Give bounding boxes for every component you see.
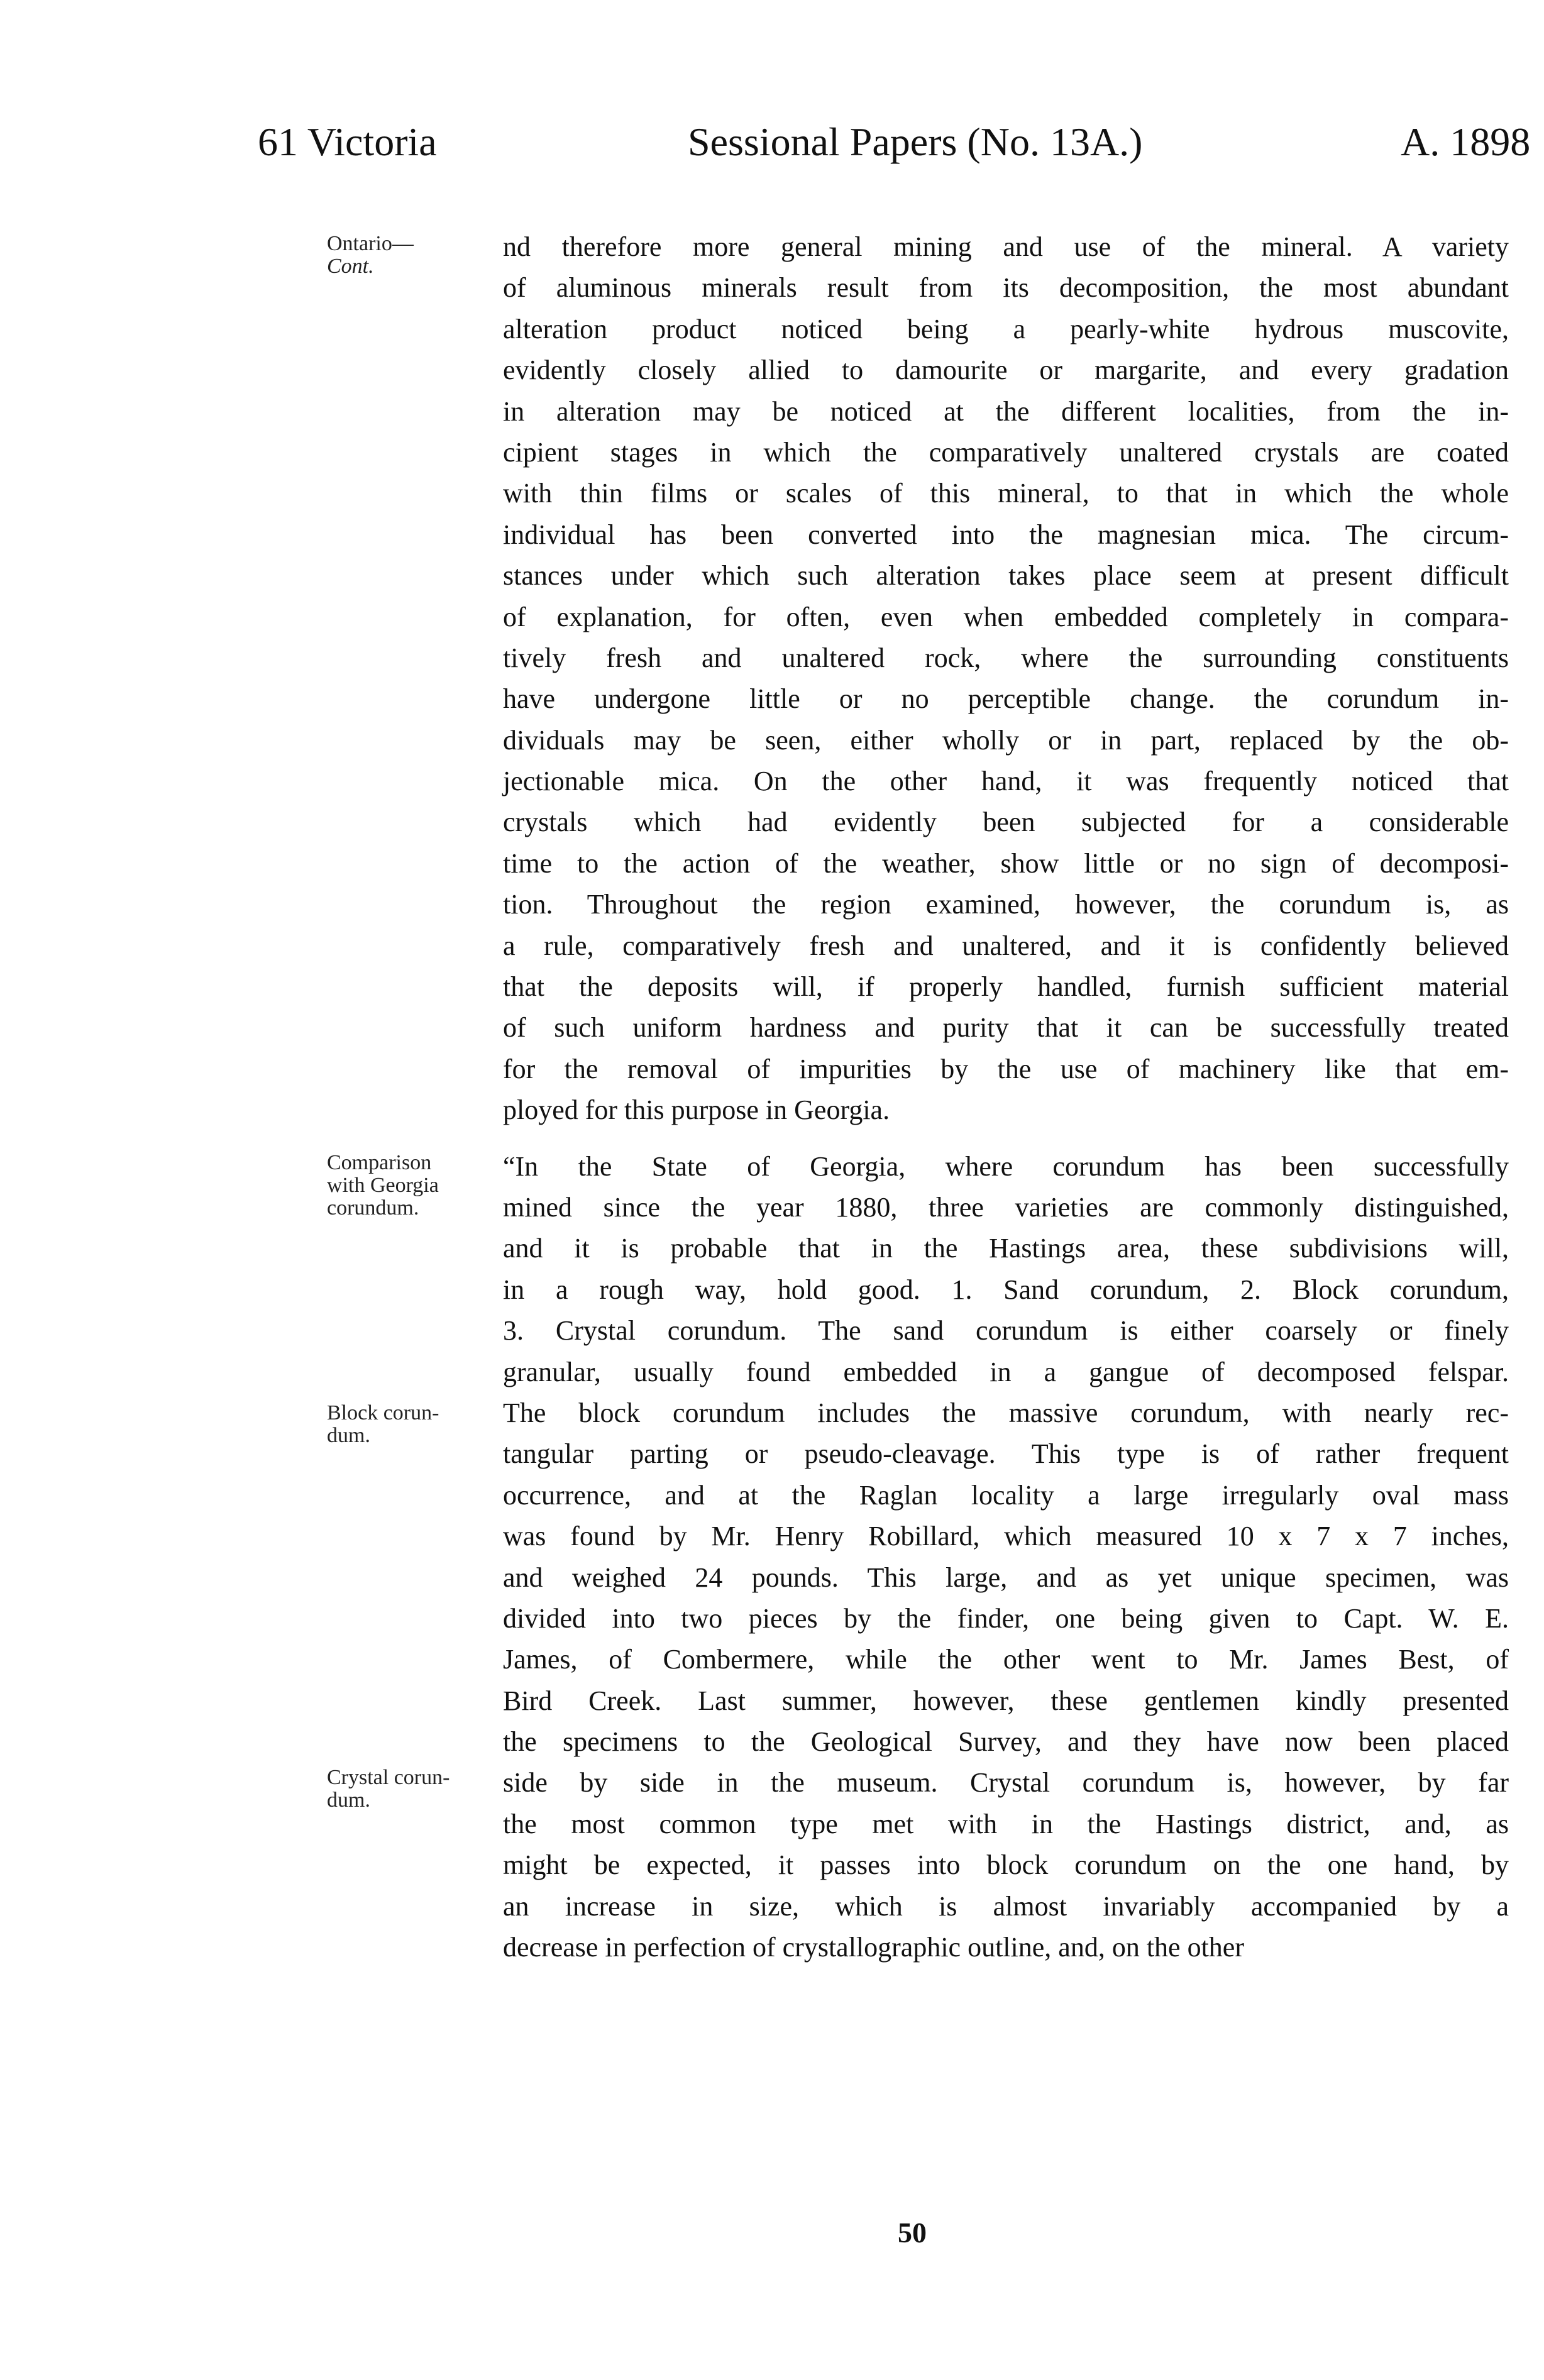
- margin-note-block-corundum: [327, 1402, 478, 1447]
- text-line: The block corundum includes the massive corundum, with nearly rec-: [503, 1397, 1509, 1428]
- text-line: occurrence, and at the Raglan locality a large irregularly oval mass: [503, 1479, 1509, 1511]
- margin-note-ontario: [327, 233, 478, 278]
- text-line: have undergone little or no perceptible change. the corundum in-: [503, 683, 1509, 715]
- margin-note-comparison: [327, 1152, 478, 1220]
- header-year: A. 1898: [1401, 119, 1531, 164]
- page-number: 50: [898, 2217, 927, 2249]
- paragraph: [503, 226, 1509, 1131]
- text-line: individual has been converted into the magnesian mica. The circum-: [503, 519, 1509, 550]
- text-line: tion. Throughout the region examined, however, the corundum is, as: [503, 889, 1509, 920]
- text-line: in alteration may be noticed at the different localities, from the in-: [503, 395, 1509, 427]
- text-line: tangular parting or pseudo-cleavage. This type is of rather frequent: [503, 1438, 1509, 1470]
- text-line: “In the State of Georgia, where corundum has been successfully: [503, 1150, 1509, 1182]
- text-line: the specimens to the Geological Survey, and they have now been placed: [503, 1726, 1509, 1758]
- text-line: nd therefore more general mining and use of the mineral. A variety: [503, 231, 1509, 262]
- text-line: for the removal of impurities by the use of machinery like that em-: [503, 1053, 1509, 1084]
- text-line: and weighed 24 pounds. This large, and as yet unique specimen, was: [503, 1562, 1509, 1593]
- text-line: of such uniform hardness and purity that it can be successfully treated: [503, 1012, 1509, 1044]
- margin-note-line: Cont.: [327, 255, 374, 278]
- margin-note-line: Block corun-: [327, 1401, 439, 1424]
- text-line: alteration product noticed being a pearly-white hydrous muscovite,: [503, 313, 1509, 344]
- text-line: the most common type met with in the Hastings district, and, as: [503, 1808, 1509, 1839]
- text-line: James, of Combermere, while the other went to Mr. James Best, of: [503, 1644, 1509, 1675]
- margin-note-crystal-corundum: [327, 1766, 478, 1812]
- text-line: stances under which such alteration takes place seem at present difficult: [503, 560, 1509, 592]
- text-line: cipient stages in which the comparatively unaltered crystals are coated: [503, 436, 1509, 468]
- text-line: was found by Mr. Henry Robillard, which measured 10 x 7 x 7 inches,: [503, 1521, 1509, 1552]
- text-line: tively fresh and unaltered rock, where the surrounding constituents: [503, 642, 1509, 673]
- text-line: of aluminous minerals result from its decomposition, the most abundant: [503, 272, 1509, 304]
- margin-note-line: Comparison: [327, 1151, 432, 1174]
- text-line: of explanation, for often, even when embedded completely in compara-: [503, 601, 1509, 632]
- paragraph: [503, 1146, 1509, 1968]
- margin-note-line: corundum.: [327, 1196, 419, 1220]
- margin-note-line: dum.: [327, 1424, 370, 1447]
- margin-note-line: Ontario—: [327, 232, 414, 255]
- header-title: Sessional Papers (No. 13A.): [688, 119, 1143, 164]
- margin-note-line: with Georgia: [327, 1174, 439, 1197]
- text-line: Bird Creek. Last summer, however, these gentlemen kindly presented: [503, 1685, 1509, 1716]
- text-line: dividuals may be seen, either wholly or in part, replaced by the ob-: [503, 724, 1509, 756]
- text-line: side by side in the museum. Crystal corundum is, however, by far: [503, 1767, 1509, 1799]
- text-line: granular, usually found embedded in a gangue of decomposed felspar.: [503, 1356, 1509, 1387]
- text-line: ployed for this purpose in Georgia.: [503, 1094, 890, 1126]
- text-line: 3. Crystal corundum. The sand corundum is either coarsely or finely: [503, 1315, 1509, 1347]
- text-line: mined since the year 1880, three varieties are commonly distinguished,: [503, 1191, 1509, 1223]
- text-line: decrease in perfection of crystallographic outline, and, on the other: [503, 1932, 1244, 1963]
- margin-note-line: Crystal corun-: [327, 1766, 450, 1789]
- text-line: divided into two pieces by the finder, one being given to Capt. W. E.: [503, 1602, 1509, 1634]
- text-line: and it is probable that in the Hastings area, these subdivisions will,: [503, 1233, 1509, 1264]
- text-line: an increase in size, which is almost invariably accompanied by a: [503, 1890, 1509, 1922]
- text-line: might be expected, it passes into block corundum on the one hand, by: [503, 1849, 1509, 1881]
- margin-note-line: dum.: [327, 1788, 370, 1812]
- text-line: evidently closely allied to damourite or margarite, and every gradation: [503, 355, 1509, 386]
- text-line: crystals which had evidently been subjected for a considerable: [503, 807, 1509, 838]
- text-line: time to the action of the weather, show little or no sign of decomposi-: [503, 847, 1509, 879]
- text-line: with thin films or scales of this mineral, to that in which the whole: [503, 478, 1509, 509]
- text-line: that the deposits will, if properly handled, furnish sufficient material: [503, 971, 1509, 1003]
- text-line: jectionable mica. On the other hand, it was frequently noticed that: [503, 766, 1509, 797]
- body-text: [503, 226, 1509, 1968]
- text-line: a rule, comparatively fresh and unaltered, and it is confidently believed: [503, 930, 1509, 961]
- header-session: 61 Victoria: [258, 119, 437, 164]
- text-line: in a rough way, hold good. 1. Sand corundum, 2. Block corundum,: [503, 1274, 1509, 1305]
